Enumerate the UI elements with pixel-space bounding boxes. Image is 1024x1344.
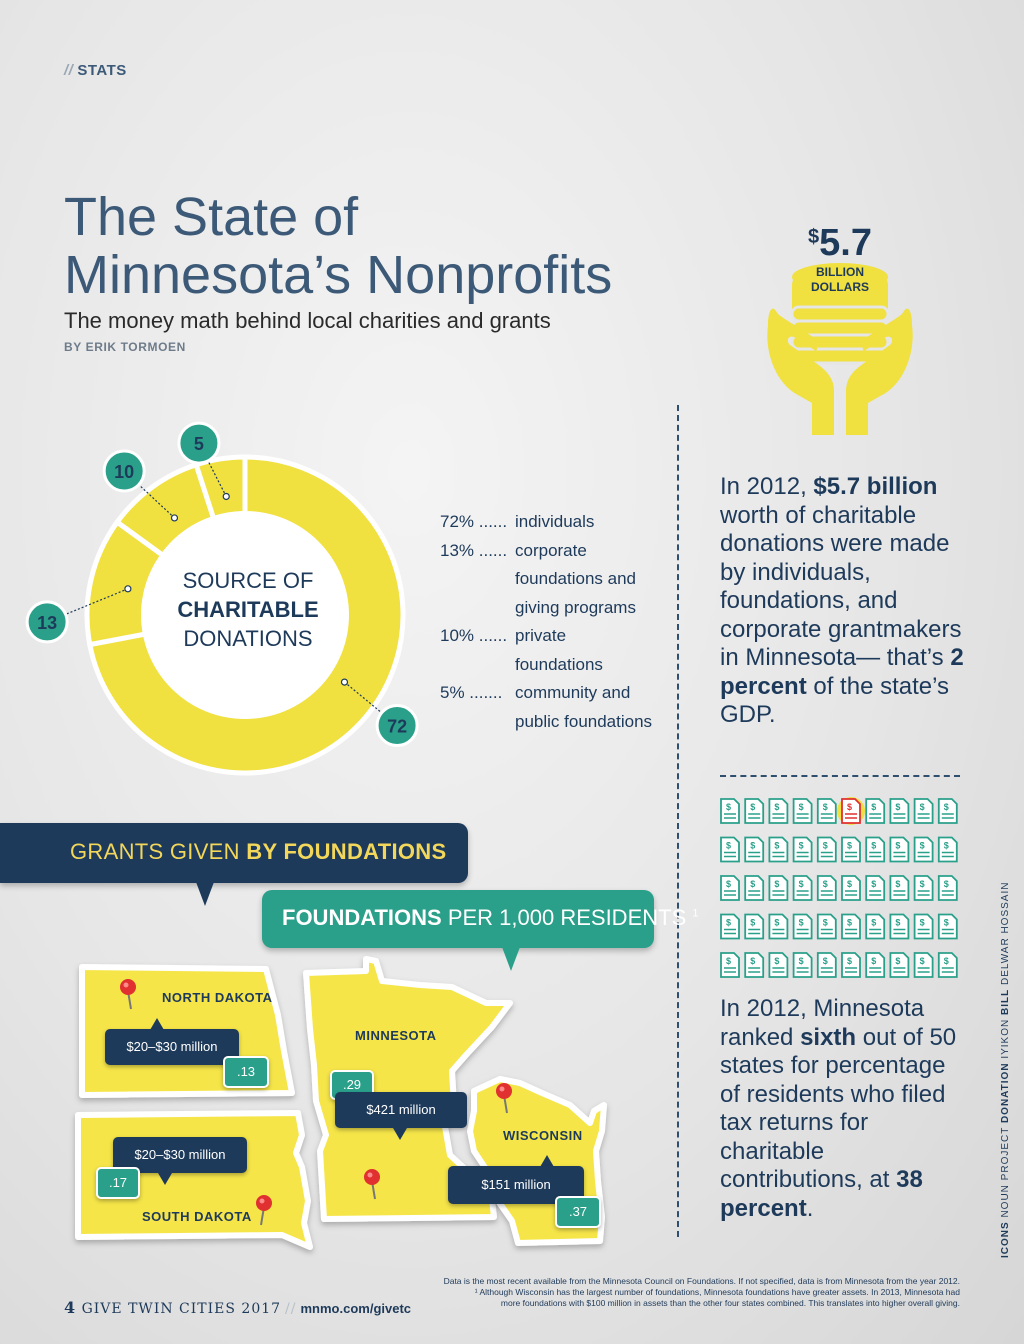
- donut-center-label: SOURCE OF CHARITABLE DONATIONS: [177, 568, 319, 651]
- south-dakota-grants-tag: $20–$30 million: [113, 1137, 247, 1173]
- bill-icon: [721, 799, 739, 823]
- svg-text:$: $: [847, 917, 853, 928]
- bill-icon: [769, 876, 787, 900]
- callout-dot: [341, 679, 347, 685]
- svg-text:$: $: [847, 802, 853, 812]
- svg-text:$: $: [919, 840, 925, 851]
- legend-percent: 10% ......: [440, 626, 508, 645]
- legend-percent: 72% ......: [440, 512, 508, 531]
- mn-tag-pointer: [393, 1128, 407, 1140]
- svg-text:$: $: [774, 802, 780, 812]
- bill-icon: [866, 838, 884, 862]
- legend-percent: 13% ......: [440, 540, 508, 560]
- bill-icon-highlighted: [837, 797, 865, 825]
- section-label: // STATS: [64, 62, 127, 79]
- bill-icon: [939, 876, 957, 900]
- svg-text:$: $: [847, 956, 853, 966]
- south-dakota-foundations-tag: .17: [96, 1167, 140, 1199]
- bill-icon: [842, 876, 860, 900]
- bill-icon: [890, 876, 908, 900]
- bill-icon: [794, 876, 812, 900]
- gdp-paragraph: In 2012, $5.7 billion worth of charitable donations were made by individuals, foundations, and corporate grantmakers in Minnesota— that’s 2 percent of the state’s GDP.: [720, 473, 964, 728]
- legend-percent: 5% .......: [440, 683, 503, 702]
- footnote: Data is the most recent available from the Minnesota Council on Foundations. If not specified, data is from Minnesota from the year 2012. ¹ Although Wisconsin has the largest number of foundations, Minnesota foundations have greater assets. In 2013, Minnesota had more foundations with $100 million in assets than the other four states combined. This translates into higher overall giving.: [443, 1276, 960, 1308]
- bill-icon: [866, 876, 884, 900]
- svg-text:$: $: [943, 802, 949, 812]
- svg-text:$: $: [943, 879, 949, 889]
- svg-text:$: $: [822, 879, 828, 889]
- callout-dot: [171, 515, 177, 521]
- svg-text:$: $: [919, 917, 925, 928]
- bill-icon: [818, 876, 836, 900]
- svg-text:$: $: [895, 956, 901, 966]
- svg-text:$: $: [943, 956, 949, 966]
- minnesota-grants-tag: $421 million: [335, 1092, 467, 1128]
- page-title: The State of Minnesota’s Nonprofits: [64, 187, 613, 305]
- svg-text:$: $: [726, 956, 732, 966]
- svg-text:$: $: [895, 879, 901, 889]
- svg-text:$: $: [798, 956, 804, 966]
- bill-icon: [794, 838, 812, 862]
- svg-text:$: $: [726, 840, 732, 851]
- bill-icon: [939, 953, 957, 977]
- svg-text:$: $: [774, 956, 780, 966]
- svg-text:$: $: [871, 917, 877, 928]
- donut-value-label: 13: [37, 612, 58, 633]
- legend-item: [440, 508, 670, 537]
- svg-text:$: $: [943, 840, 949, 851]
- bill-icon: [769, 953, 787, 977]
- donut-legend: [440, 508, 670, 736]
- svg-text:$: $: [750, 879, 756, 889]
- svg-text:$: $: [822, 956, 828, 966]
- icon-credits: ICONS NOUN PROJECT DONATION IYIKON BILL DELWAR HOSSAIN: [1000, 881, 1011, 1258]
- bill-icon: [818, 915, 836, 939]
- minnesota-foundations-tag: .29: [330, 1070, 374, 1100]
- svg-text:$: $: [798, 917, 804, 928]
- svg-text:$: $: [871, 802, 877, 812]
- svg-text:$: $: [750, 956, 756, 966]
- svg-text:$: $: [774, 879, 780, 889]
- bill-icon: [890, 953, 908, 977]
- grants-banner: GRANTS GIVEN BY FOUNDATIONS: [0, 823, 468, 883]
- callout-dot: [223, 493, 229, 499]
- bill-icon: [745, 915, 763, 939]
- svg-text:$: $: [822, 802, 828, 812]
- bill-icon: [818, 953, 836, 977]
- svg-text:$: $: [943, 917, 949, 928]
- bill-icon: [915, 876, 933, 900]
- bill-icon: [939, 799, 957, 823]
- bill-icon: [794, 953, 812, 977]
- bill-icon: [745, 876, 763, 900]
- donut-value-label: 72: [387, 716, 408, 737]
- minnesota-label: MINNESOTA: [355, 1028, 437, 1043]
- donut-value-label: 10: [114, 461, 135, 482]
- svg-text:$: $: [895, 917, 901, 928]
- bill-icon: [890, 799, 908, 823]
- bill-icon: [745, 799, 763, 823]
- bill-icon: [769, 915, 787, 939]
- svg-text:$: $: [726, 917, 732, 928]
- svg-text:$: $: [871, 879, 877, 889]
- rank-paragraph: In 2012, Minnesota ranked sixth out of 50 states for percentage of residents who filed tax returns for charitable contributions, at 38 percent.: [720, 995, 957, 1222]
- legend-item: [440, 622, 670, 679]
- bill-icon: [721, 953, 739, 977]
- svg-text:$: $: [895, 802, 901, 812]
- tax-return-icon-grid: [718, 796, 966, 982]
- svg-text:$: $: [750, 802, 756, 812]
- bill-icon: [939, 838, 957, 862]
- callout-dot: [125, 586, 131, 592]
- bill-icon: [721, 838, 739, 862]
- bill-icon: [915, 953, 933, 977]
- bill-icon: [939, 915, 957, 939]
- bill-icon: [915, 799, 933, 823]
- svg-text:$: $: [798, 840, 804, 851]
- grants-banner-pointer: [196, 882, 214, 906]
- north-dakota-foundations-tag: .13: [223, 1056, 269, 1088]
- svg-text:$: $: [750, 840, 756, 851]
- bill-icon: [890, 915, 908, 939]
- svg-text:$: $: [871, 840, 877, 851]
- north-dakota-grants-tag: $20–$30 million: [105, 1029, 239, 1065]
- legend-item: [440, 537, 670, 623]
- svg-text:$: $: [895, 840, 901, 851]
- north-dakota-label: NORTH DAKOTA: [162, 990, 273, 1005]
- bill-icon: [818, 838, 836, 862]
- wisconsin-label: WISCONSIN: [503, 1128, 583, 1143]
- bill-icon: [745, 953, 763, 977]
- bill-icon: [890, 838, 908, 862]
- bill-icon: [866, 799, 884, 823]
- byline: BY ERIK TORMOEN: [64, 340, 186, 354]
- donut-value-label: 5: [193, 434, 204, 455]
- legend-label: individuals: [515, 512, 595, 531]
- bill-icon: [745, 838, 763, 862]
- bill-icon: [769, 838, 787, 862]
- footer-link[interactable]: mnmo.com/givetc: [300, 1301, 412, 1316]
- svg-text:$: $: [847, 840, 853, 851]
- bill-icon: [842, 915, 860, 939]
- svg-text:$: $: [919, 879, 925, 889]
- subtitle: The money math behind local charities and grants: [64, 308, 551, 333]
- svg-text:$: $: [871, 956, 877, 966]
- foundations-banner: FOUNDATIONS PER 1,000 RESIDENTS $^1$: [262, 890, 654, 948]
- legend-label: corporate foundations and giving programs: [515, 540, 636, 617]
- bill-icon: [866, 953, 884, 977]
- svg-text:$: $: [919, 956, 925, 966]
- legend-label: community and public foundations: [515, 683, 653, 731]
- svg-text:$: $: [798, 879, 804, 889]
- bill-icon: [866, 915, 884, 939]
- svg-text:$: $: [774, 917, 780, 928]
- bill-icon: [915, 915, 933, 939]
- svg-text:$: $: [822, 917, 828, 928]
- amount-tag: $5.7 BILLION DOLLARS: [808, 222, 872, 294]
- wisconsin-foundations-tag: .37: [555, 1196, 601, 1228]
- svg-text:$: $: [750, 917, 756, 928]
- bill-icon: [794, 799, 812, 823]
- page-footer: 4 GIVE TWIN CITIES 2017 // mnmo.com/givetc: [64, 1298, 412, 1317]
- svg-text:$: $: [726, 802, 732, 812]
- svg-text:$: $: [822, 840, 828, 851]
- svg-text:$: $: [774, 840, 780, 851]
- legend-label: private foundations: [515, 626, 603, 674]
- svg-text:$: $: [798, 802, 804, 812]
- wisconsin-grants-tag: $151 million: [448, 1166, 584, 1204]
- bill-icon: [842, 953, 860, 977]
- sd-tag-pointer: [158, 1173, 172, 1185]
- horizontal-divider: [720, 775, 960, 777]
- bill-icon: [842, 838, 860, 862]
- bill-icon: [721, 915, 739, 939]
- bill-icon: [721, 876, 739, 900]
- svg-text:$: $: [726, 879, 732, 889]
- svg-text:$: $: [847, 879, 853, 889]
- bill-icon: [769, 799, 787, 823]
- bill-icon: [915, 838, 933, 862]
- vertical-divider: [677, 405, 679, 1237]
- bill-icon: [794, 915, 812, 939]
- bill-icon: [818, 799, 836, 823]
- legend-item: [440, 679, 670, 736]
- south-dakota-label: SOUTH DAKOTA: [142, 1209, 252, 1224]
- svg-text:$: $: [919, 802, 925, 812]
